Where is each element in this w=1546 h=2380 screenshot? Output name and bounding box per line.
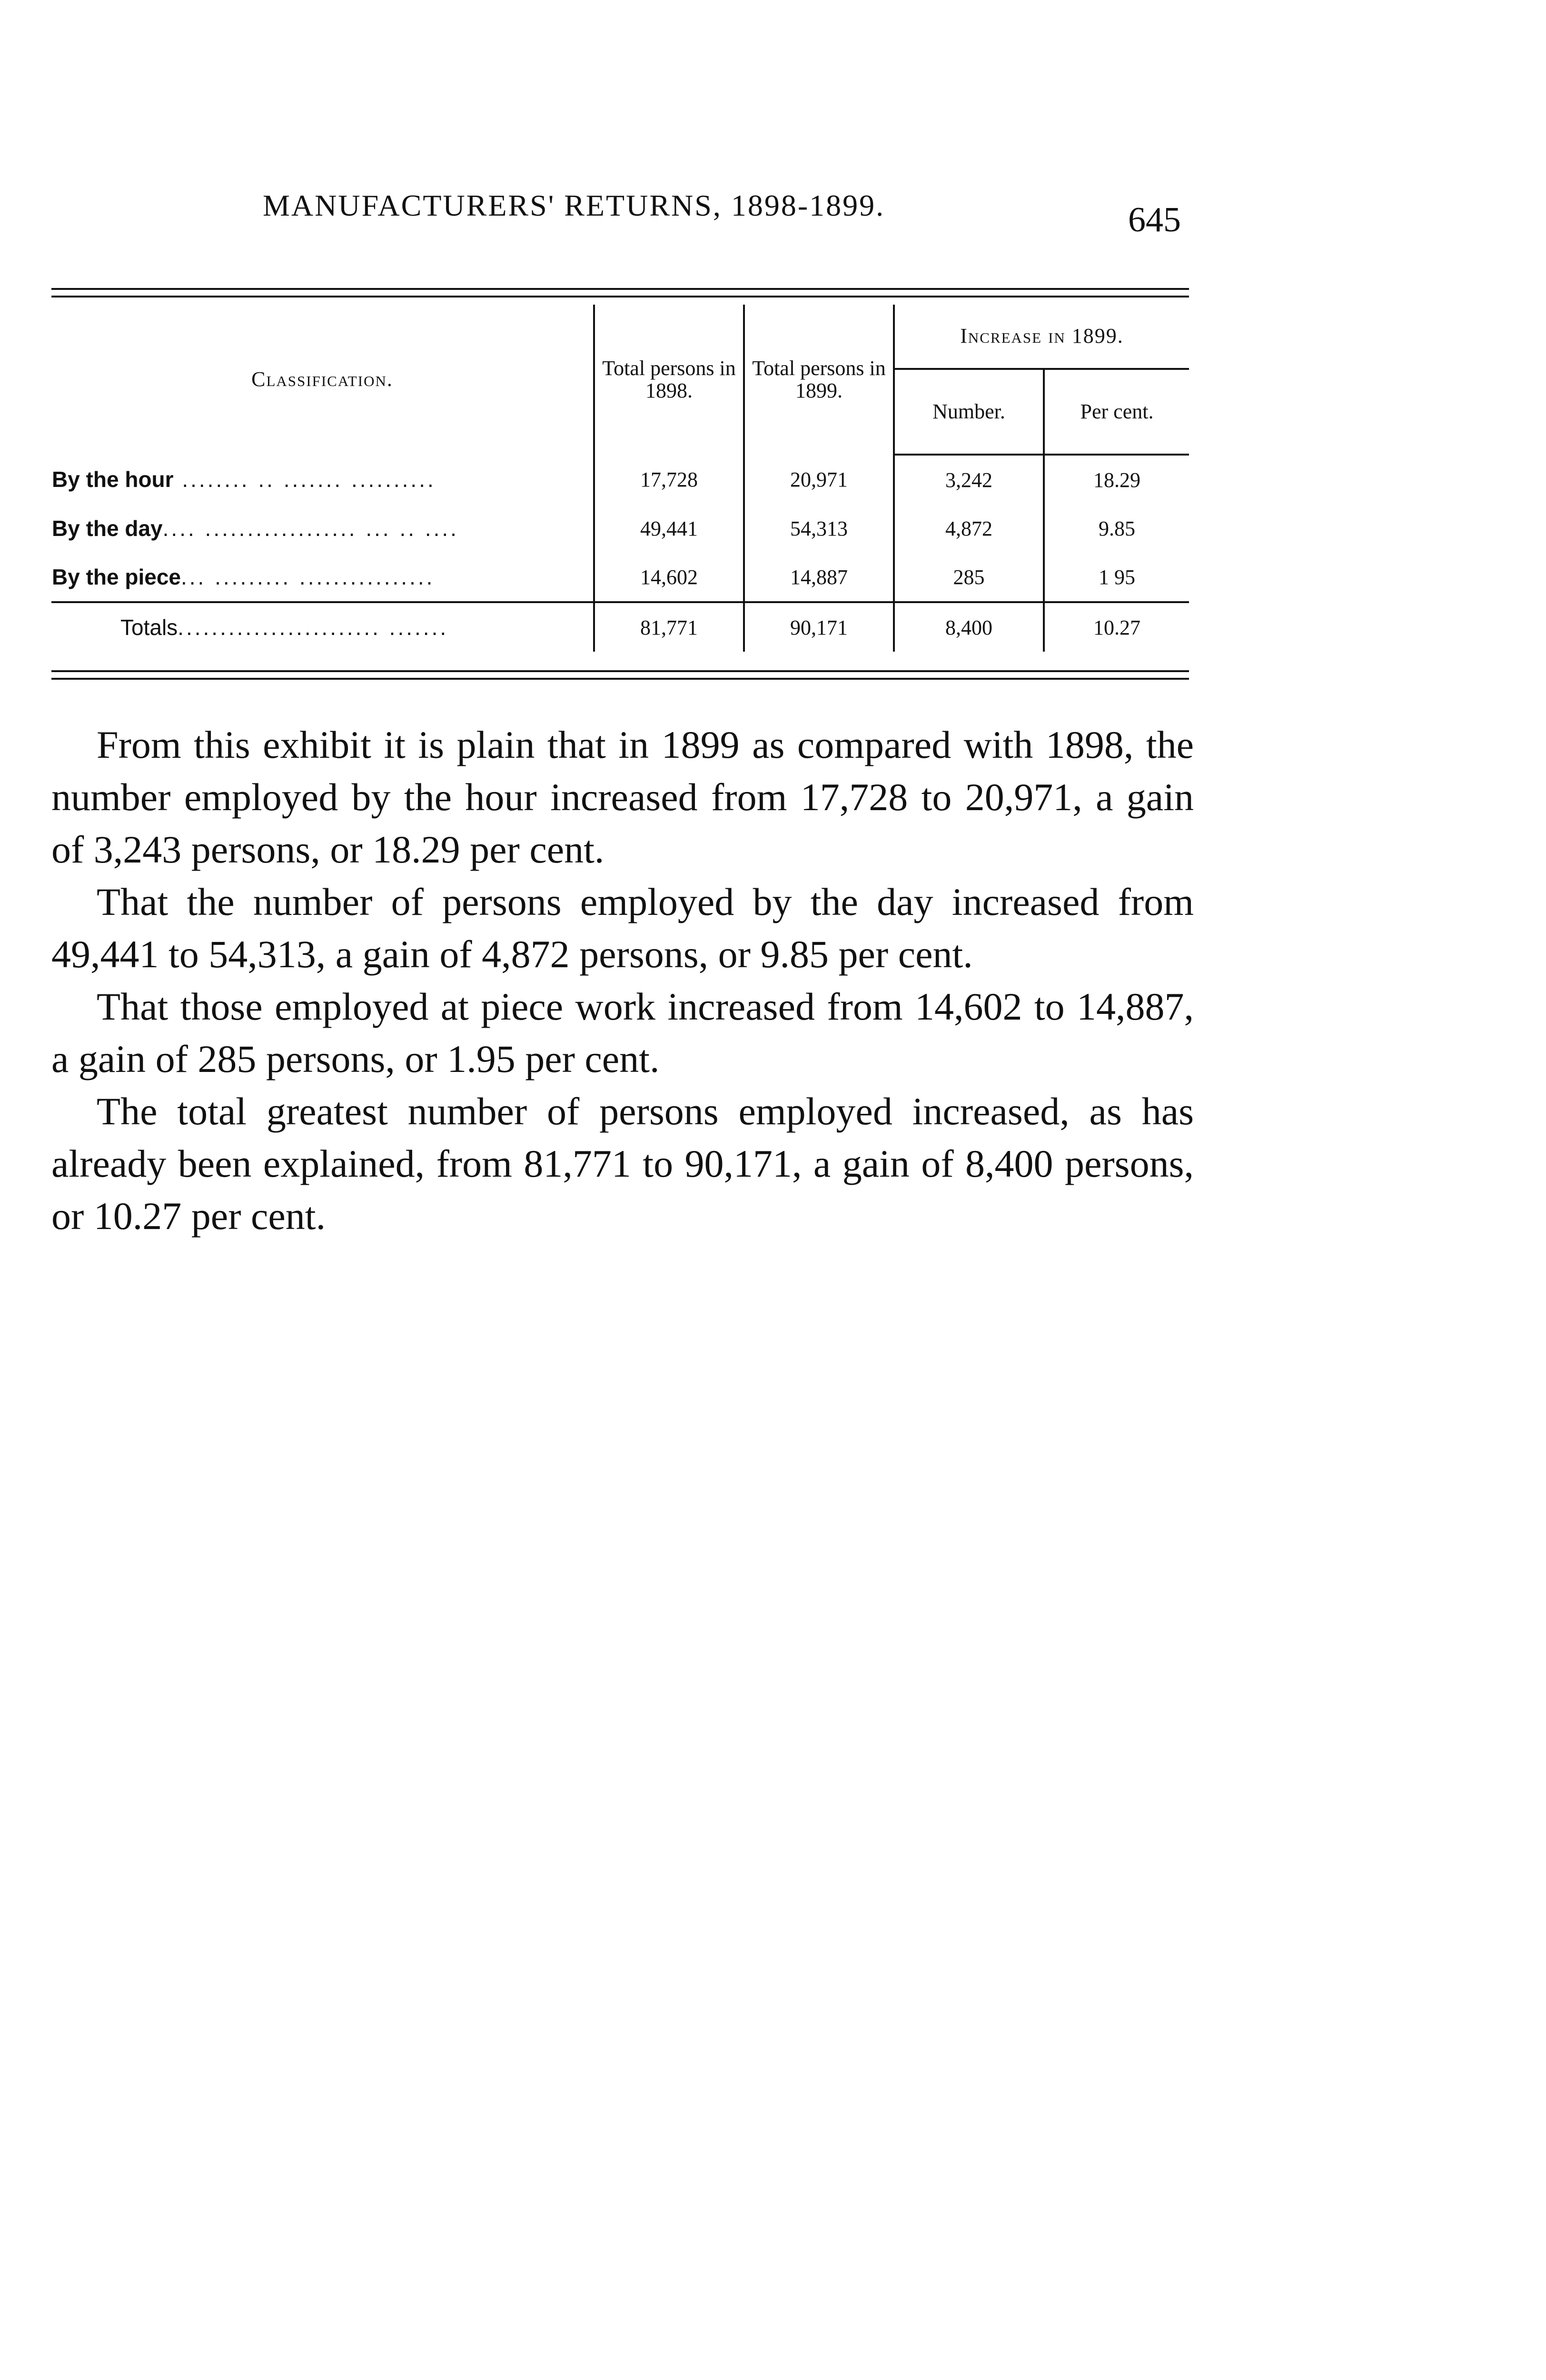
totals-1898: 81,771 (594, 602, 744, 652)
paragraph: From this exhibit it is plain that in 1899 as compared with 1898, the number employed by the hour increased from 17,728 to 20,971, a gain of 3,243 persons, or 18.29 per cent. (51, 723, 1194, 871)
running-head: MANUFACTURERS' RETURNS, 1898-1899. (263, 188, 885, 222)
totals-1899: 90,171 (744, 602, 894, 652)
header-per-cent: Per cent. (1044, 369, 1189, 455)
bottom-rule (51, 670, 1189, 672)
row-label: By the hour ........ .. ....... .......... (52, 467, 436, 492)
cell-number: 4,872 (894, 504, 1044, 553)
top-rule (51, 288, 1189, 290)
row-label: By the piece... ......... ................ (52, 565, 435, 589)
header-increase-group: Increase in 1899. (894, 305, 1189, 369)
body-text (51, 719, 1194, 1242)
header-classification: Classification. (251, 367, 393, 391)
cell-per-cent: 1 95 (1044, 553, 1189, 602)
table-row (51, 455, 1189, 504)
cell-per-cent: 18.29 (1044, 455, 1189, 504)
cell-total-1899: 20,971 (744, 455, 894, 504)
cell-total-1898: 49,441 (594, 504, 744, 553)
cell-total-1899: 54,313 (744, 504, 894, 553)
header-number: Number. (894, 369, 1044, 455)
cell-total-1899: 14,887 (744, 553, 894, 602)
table-row (51, 504, 1189, 553)
header-total-1898: Total persons in 1898. (594, 305, 744, 455)
table-row (51, 553, 1189, 602)
header-total-1899: Total persons in 1899. (744, 305, 894, 455)
cell-total-1898: 14,602 (594, 553, 744, 602)
row-label: By the day.... .................. ... .. .... (52, 516, 459, 541)
top-rule-2 (51, 296, 1189, 298)
page-number: 645 (1128, 200, 1181, 239)
bottom-rule-2 (51, 678, 1189, 680)
cell-number: 3,242 (894, 455, 1044, 504)
paragraph: That the number of persons employed by the day increased from 49,441 to 54,313, a gain of 4,872 persons, or 9.85 per cent. (51, 880, 1194, 976)
cell-number: 285 (894, 553, 1044, 602)
cell-total-1898: 17,728 (594, 455, 744, 504)
totals-row (51, 602, 1189, 652)
paragraph: That those employed at piece work increased from 14,602 to 14,887, a gain of 285 persons, or 1.95 per cent. (51, 985, 1194, 1081)
totals-label: Totals........................ ....... (51, 602, 594, 652)
cell-per-cent: 9.85 (1044, 504, 1189, 553)
totals-per-cent: 10.27 (1044, 602, 1189, 652)
totals-number: 8,400 (894, 602, 1044, 652)
paragraph: The total greatest number of persons employed increased, as has already been explained, from 81,771 to 90,171, a gain of 8,400 persons, or 10.27 per cent. (51, 1090, 1194, 1238)
data-table (51, 305, 1189, 652)
